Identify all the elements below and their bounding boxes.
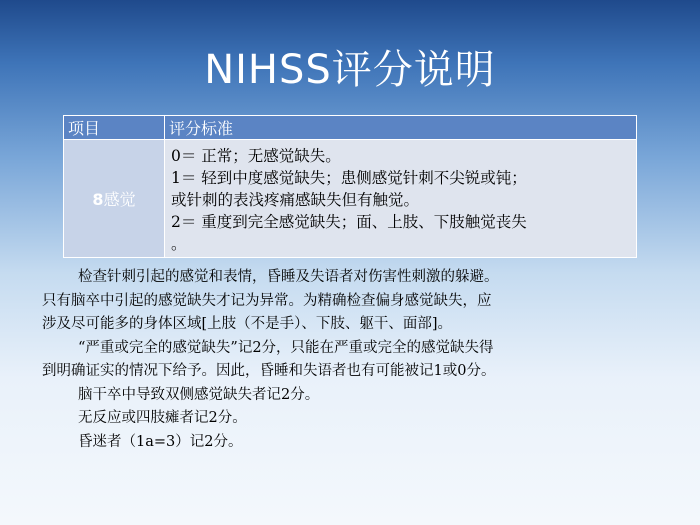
criteria-line: 或针刺的表浅疼痛感缺失但有触觉。 bbox=[171, 191, 420, 209]
slide-title: NIHSS评分说明 bbox=[204, 47, 496, 93]
header-item: 项目 bbox=[64, 116, 165, 140]
criteria-line: 1＝ 轻到中度感觉缺失；患侧感觉针刺不尖锐或钝； bbox=[171, 169, 527, 187]
note-paragraph: 脑干卒中导致双侧感觉缺失者记2分。 bbox=[78, 386, 320, 403]
header-criteria: 评分标准 bbox=[165, 116, 637, 140]
note-paragraph: 检查针刺引起的感觉和表情，昏睡及失语者对伤害性刺激的躲避。 bbox=[78, 269, 499, 285]
note-line: 只有脑卒中引起的感觉缺失才记为异常。为精确检查偏身感觉缺失，应 bbox=[42, 292, 492, 309]
note-paragraph: “严重或完全的感觉缺失”记2分，只能在严重或完全的感觉缺失得 bbox=[78, 339, 494, 356]
row-label bbox=[64, 140, 165, 258]
notes-block bbox=[42, 266, 672, 454]
criteria-table bbox=[63, 115, 637, 258]
criteria-line: 。 bbox=[171, 235, 187, 253]
row-number: 8 bbox=[92, 190, 104, 209]
note-line: 到明确证实的情况下给予。因此，昏睡和失语者也有可能被记1或0分。 bbox=[42, 363, 496, 379]
table-row bbox=[64, 140, 637, 258]
note-paragraph: 无反应或四肢瘫者记2分。 bbox=[78, 410, 247, 426]
row-criteria-text bbox=[165, 140, 637, 258]
row-name: 感觉 bbox=[103, 190, 136, 209]
note-line: 涉及尽可能多的身体区域[上肢（不是手）、下肢、躯干、面部]。 bbox=[42, 316, 453, 332]
criteria-line: 0＝ 正常；无感觉缺失。 bbox=[171, 147, 341, 165]
table-header-row bbox=[64, 116, 637, 140]
criteria-line: 2＝ 重度到完全感觉缺失；面、上肢、下肢触觉丧失 bbox=[171, 213, 527, 231]
note-paragraph: 昏迷者（1a=3）记2分。 bbox=[78, 433, 243, 450]
